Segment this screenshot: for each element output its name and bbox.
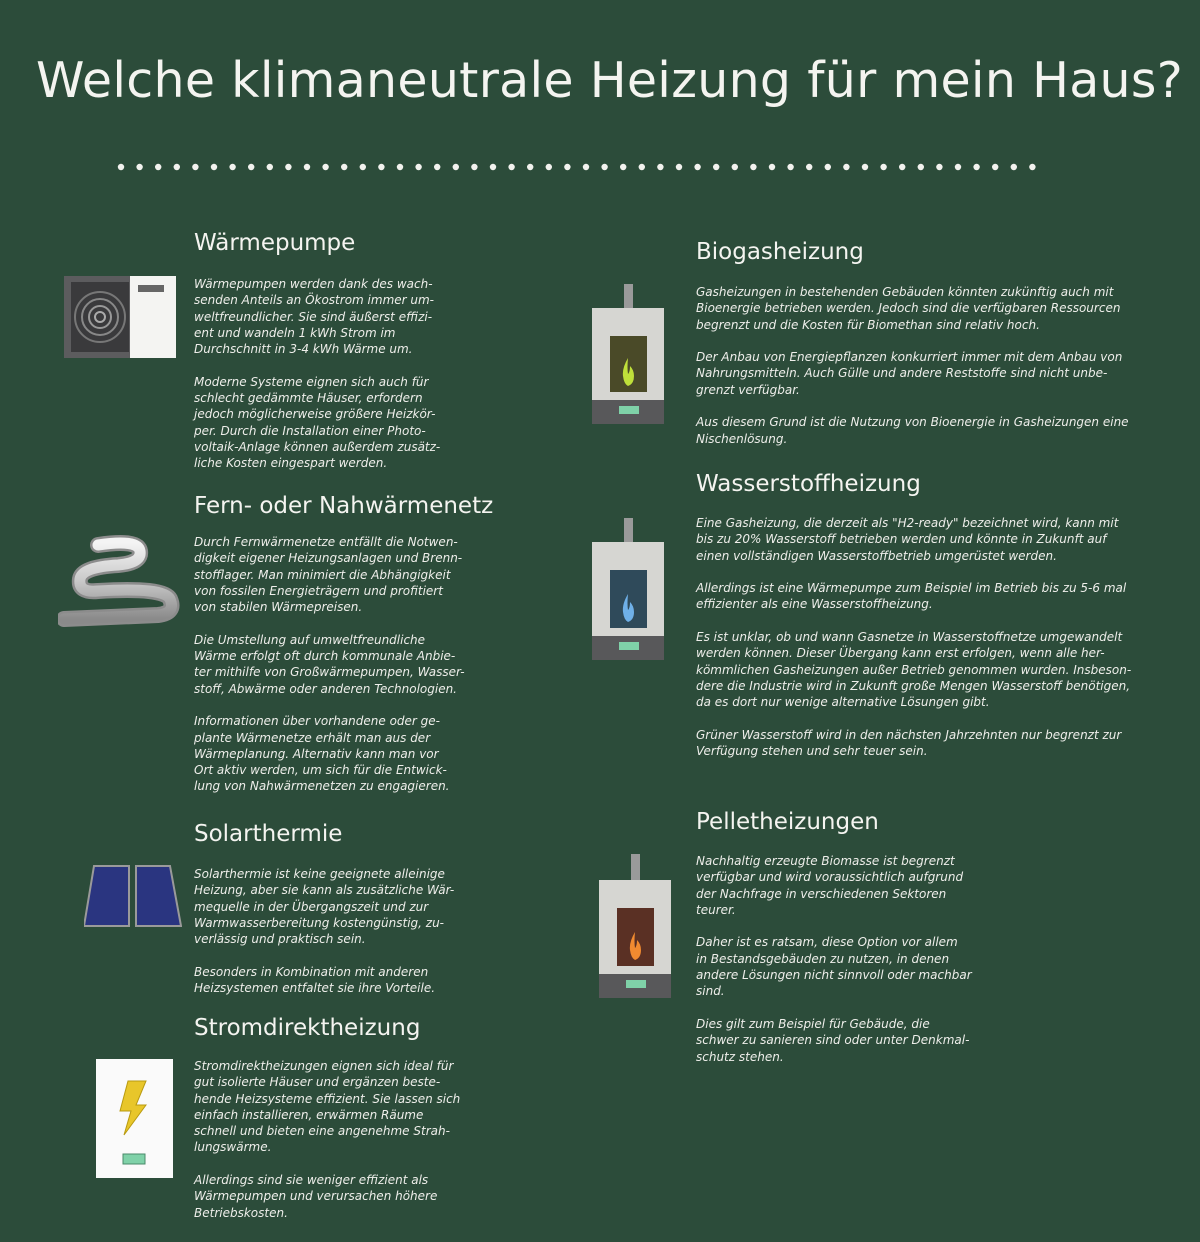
gas-boiler-icon (592, 284, 664, 424)
heating-pipe-icon (58, 535, 183, 630)
divider-dot (732, 164, 738, 170)
divider-dot (657, 164, 663, 170)
divider-dot (601, 164, 607, 170)
heading-stromdirekt: Stromdirektheizung (194, 1015, 421, 1041)
divider-dot (955, 164, 961, 170)
text-fernwaerme: Durch Fernwärmenetze entfällt die Notwen- digkeit eigener Heizungsanlagen und Brenn- stofflager. Man minimiert die Abhängigkeit von fossilen Energieträgern und profitiert von stabilen Wärmepreisen. Die Umstellung auf umweltfreundliche Wärme erfolgt oft durch kommunale Anbie- ter mithilfe von Großwärmepumpen, Wasser- stoff, Abwärme oder anderen Technologien. Informationen über vorhandene oder ge- plante Wärmenetze erhält man aus der Wärmeplanung. Alternativ kann man vor Ort aktiv werden, um sich für die Entwick- lung von Nahwärmenetzen zu engagieren. (194, 535, 465, 794)
divider-dot (620, 164, 626, 170)
divider-dot (1011, 164, 1017, 170)
divider-dot (267, 164, 273, 170)
divider-dot (769, 164, 775, 170)
divider-dot (713, 164, 719, 170)
divider-dot (360, 164, 366, 170)
divider-dot (880, 164, 886, 170)
divider-dot (136, 164, 142, 170)
heat-pump-icon (64, 276, 176, 358)
divider-dot (471, 164, 477, 170)
divider-dot (304, 164, 310, 170)
divider-dot (694, 164, 700, 170)
heading-wasserstoff: Wasserstoffheizung (696, 471, 921, 497)
text-waermepumpe: Wärmepumpen werden dank des wach- senden Anteils an Ökostrom immer um- weltfreundlicher. Sie sind äußerst effizi- ent und wandeln 1 kWh Strom im Durchschnitt in 3-4 kWh Wärme um. Moderne Systeme eignen sich auch für schlecht gedämmte Häuser, erfordern jedoch möglicherweise größere Heizkör- per. Durch die Installation einer Photo- voltaik-Anlage können außerdem zusätz- liche Kosten eingespart werden. (194, 277, 441, 471)
divider-dot (973, 164, 979, 170)
divider-dot (825, 164, 831, 170)
divider-dot (211, 164, 217, 170)
divider-dot (992, 164, 998, 170)
heading-fernwaerme: Fern- oder Nahwärmenetz (194, 493, 494, 519)
divider-dot (639, 164, 645, 170)
text-stromdirekt: Stromdirektheizungen eignen sich ideal für gut isolierte Häuser und ergänzen beste- hende Heizsysteme effizient. Sie lassen sich einfach installieren, erwärmen Räume schnell und bieten eine angenehme Strah- lungswärme. Allerdings sind sie weniger effizient als Wärmepumpen und verursachen höhere Betriebskosten. (194, 1059, 461, 1220)
divider-dot (229, 164, 235, 170)
divider-dot (490, 164, 496, 170)
divider-dot (174, 164, 180, 170)
divider-dot (341, 164, 347, 170)
divider-dot (1029, 164, 1035, 170)
divider-dot (285, 164, 291, 170)
page-title: Welche klimaneutrale Heizung für mein Haus? (36, 52, 1184, 109)
divider-dot (527, 164, 533, 170)
divider-dot (862, 164, 868, 170)
divider-dot (434, 164, 440, 170)
divider-dot (564, 164, 570, 170)
solar-panel-icon (84, 864, 182, 928)
divider-dot (676, 164, 682, 170)
divider-dot (118, 164, 124, 170)
divider-dot (918, 164, 924, 170)
divider-dot (192, 164, 198, 170)
divider-dot (583, 164, 589, 170)
hydrogen-boiler-icon (592, 518, 664, 660)
dotted-divider (117, 162, 1037, 172)
divider-dot (899, 164, 905, 170)
divider-dot (397, 164, 403, 170)
divider-dot (248, 164, 254, 170)
text-solarthermie: Solarthermie ist keine geeignete alleinige Heizung, aber sie kann als zusätzliche Wär- mequelle in der Übergangszeit und zur Warmwasserbereitung kostengünstig, zu- verlässig und praktisch sein. Besonders in Kombination mit anderen Heizsystemen entfaltet sie ihre Vorteile. (194, 867, 455, 996)
heading-pellet: Pelletheizungen (696, 809, 879, 835)
electric-heater-icon (96, 1059, 173, 1178)
divider-dot (806, 164, 812, 170)
divider-dot (453, 164, 459, 170)
divider-dot (843, 164, 849, 170)
text-pellet: Nachhaltig erzeugte Biomasse ist begrenzt verfügbar und wird voraussichtlich aufgrund der Nachfrage in verschiedenen Sektoren teurer. Daher ist es ratsam, diese Option vor allem in Bestandsgebäuden zu nutzen, in denen andere Lösungen nicht sinnvoll oder machbar sind. Dies gilt zum Beispiel für Gebäude, die schwer zu sanieren sind oder unter Denkmal- schutz stehen. (696, 854, 972, 1064)
divider-dot (546, 164, 552, 170)
pellet-boiler-icon (599, 854, 671, 998)
divider-dot (508, 164, 514, 170)
heading-solarthermie: Solarthermie (194, 821, 343, 847)
divider-dot (787, 164, 793, 170)
divider-dot (378, 164, 384, 170)
divider-dot (750, 164, 756, 170)
text-wasserstoff: Eine Gasheizung, die derzeit als "H2-ready" bezeichnet wird, kann mit bis zu 20% Wasserstoff betrieben werden und könnte in Zukunft auf einen vollständigen Wasserstoffbetrieb umgerüstet werden. Allerdings ist eine Wärmepumpe zum Beispiel im Betrieb bis zu 5-6 mal effizienter als eine Wasserstoffheizung. Es ist unklar, ob und wann Gasnetze in Wasserstoffnetze umgewandelt werden können. Dieser Übergang kann erst erfolgen, wenn alle her- kömmlichen Gasheizungen außer Betrieb genommen wurden. Insbeson- dere die Industrie wird in Zukunft große Mengen Wasserstoff benötigen, da es dort nur wenige alternative Lösungen gibt. Grüner Wasserstoff wird in den nächsten Jahrzehnten nur begrenzt zur Verfügung stehen und sehr teuer sein. (696, 516, 1132, 759)
divider-dot (155, 164, 161, 170)
divider-dot (322, 164, 328, 170)
divider-dot (936, 164, 942, 170)
divider-dot (415, 164, 421, 170)
heading-biogas: Biogasheizung (696, 239, 864, 265)
heading-waermepumpe: Wärmepumpe (194, 230, 356, 256)
text-biogas: Gasheizungen in bestehenden Gebäuden könnten zukünftig auch mit Bioenergie betrieben werden. Jedoch sind die verfügbaren Ressourcen begrenzt und die Kosten für Biomethan sind relativ hoch. Der Anbau von Energiepflanzen konkurriert immer mit dem Anbau von Nahrungsmitteln. Auch Gülle und andere Reststoffe sind nicht unbe- grenzt verfügbar. Aus diesem Grund ist die Nutzung von Bioenergie in Gasheizungen eine Nischenlösung. (696, 285, 1129, 446)
